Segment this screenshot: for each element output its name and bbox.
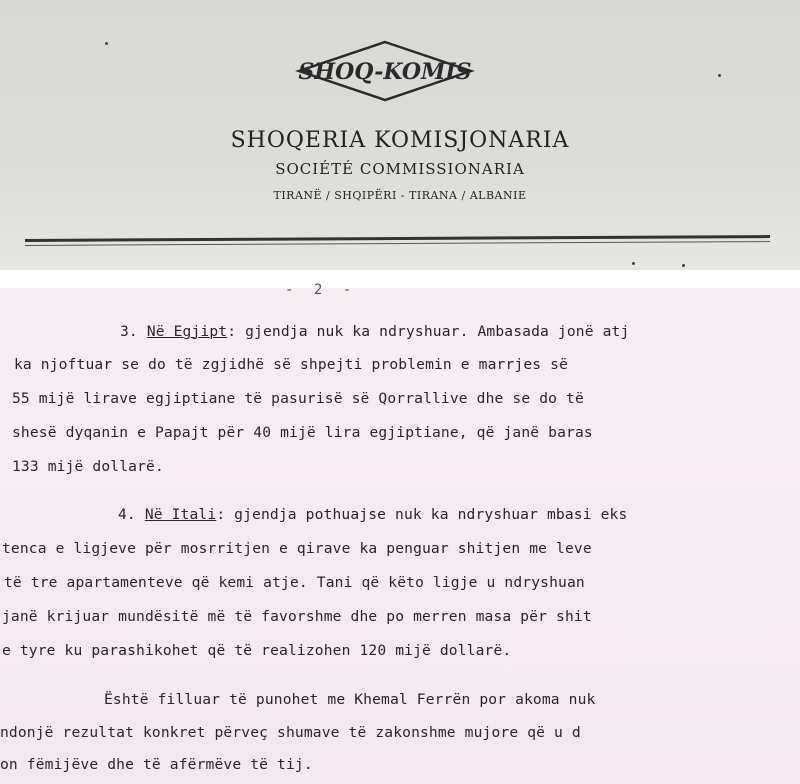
paragraph-text: : gjendja nuk ka ndryshuar. Ambasada jonë atj — [227, 323, 630, 340]
company-logo — [295, 40, 475, 102]
logo-text: SHOQ-KOMIS — [298, 59, 472, 85]
company-name-albanian: SHOQERIA KOMISJONARIA — [230, 128, 570, 153]
paragraph-line: të tre apartamenteve që kemi atje. Tani që këto ligje u ndryshuan — [4, 574, 585, 591]
paragraph-line: 133 mijë dollarë. — [12, 458, 164, 475]
paragraph-line: janë krijuar mundësitë më të favorshme dhe po merren masa për shit — [2, 608, 592, 625]
paragraph-line: ndonjë rezultat konkret përveç shumave të zakonshme mujore që u d — [0, 724, 581, 741]
paragraph-line: on fëmijëve dhe të afërmëve të tij. — [0, 756, 313, 773]
company-name-french: SOCIÉTÉ COMMISSIONARIA — [275, 160, 525, 178]
paragraph-line: Është filluar të punohet me Khemal Ferrën por akoma nuk — [104, 691, 596, 708]
letterhead — [0, 0, 800, 270]
page-gap — [0, 270, 800, 288]
paragraph-number: 4. — [118, 506, 136, 523]
paragraph-line: tenca e ligjeve për mosrritjen e qirave ka penguar shitjen me leve — [2, 540, 592, 557]
paragraph-3-first-line — [120, 323, 629, 340]
paragraph-4-first-line — [118, 506, 627, 523]
paragraph-line: ka njoftuar se do të zgjidhë së shpejti problemin e marrjes së — [14, 356, 569, 373]
speck — [105, 42, 108, 45]
paragraph-text: : gjendja pothuajse nuk ka ndryshuar mbasi eks — [216, 506, 628, 523]
paragraph-line: e tyre ku parashikohet që të realizohen 120 mijë dollarë. — [2, 642, 512, 659]
speck — [682, 264, 685, 267]
paragraph-number: 3. — [120, 323, 138, 340]
page-number: - 2 - — [285, 282, 358, 298]
paragraph-heading: Në Itali — [144, 506, 217, 523]
paragraph-line: 55 mijë lirave egjiptiane të pasurisë së Qorrallive dhe se do të — [12, 390, 584, 407]
paragraph-heading: Në Egjipt — [146, 323, 228, 340]
company-location: TIRANË / SHQIPËRI - TIRANA / ALBANIE — [273, 189, 527, 202]
paragraph-line: shesë dyqanin e Papajt për 40 mijë lira egjiptiane, që janë baras — [12, 424, 593, 441]
letterhead-rule-thin — [25, 241, 770, 246]
speck — [718, 74, 721, 77]
speck — [632, 262, 635, 265]
